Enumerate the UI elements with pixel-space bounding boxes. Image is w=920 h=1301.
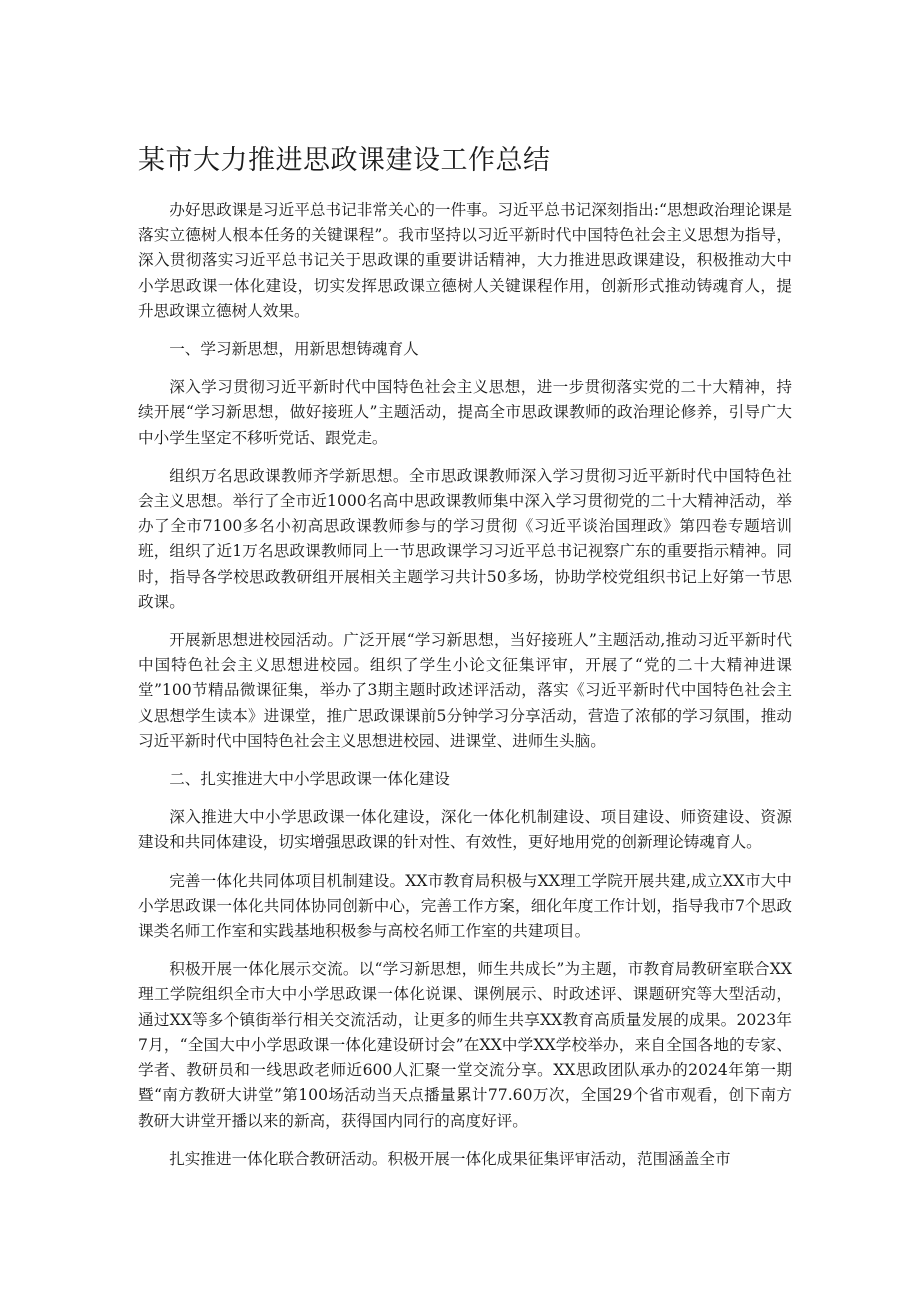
section-heading-1: 一、学习新思想，用新思想铸魂育人 [169,340,419,359]
paragraph: 开展新思想进校园活动。广泛开展“学习新思想，当好接班人”主题活动,推动习近平新时代中国特色社会主义思想进校园。组织了学生小论文征集评审，开展了“党的二十大精神进课堂”100节精品微课征集，举办了3期主题时政述评活动，落实《习近平新时代中国特色社会主义思想学生读本》进课堂，推广思政课课前5分钟学习分享活动，营造了浓郁的学习氛围，推动习近平新时代中国特色社会主义思想进校园、进课堂、进师生头脑。 [138,631,792,750]
paragraph: 组织万名思政课教师齐学新思想。全市思政课教师深入学习贯彻习近平新时代中国特色社会主义思想。举行了全市近1000名高中思政课教师集中深入学习贯彻党的二十大精神活动，举办了全市7100多名小初高思政课教师参与的学习贯彻《习近平谈治国理政》第四卷专题培训班，组织了近1万名思政课教师同上一节思政课学习习近平总书记视察广东的重要指示精神。同时，指导各学校思政教研组开展相关主题学习共计50多场，协助学校党组织书记上好第一节思政课。 [138,466,792,611]
paragraph: 深入推进大中小学思政课一体化建设，深化一体化机制建设、项目建设、师资建设、资源建设和共同体建设，切实增强思政课的针对性、有效性，更好地用党的创新理论铸魂育人。 [138,808,792,852]
section-heading-2: 二、扎实推进大中小学思政课一体化建设 [169,770,450,789]
paragraph-intro: 办好思政课是习近平总书记非常关心的一件事。习近平总书记深刻指出:“思想政治理论课是落实立德树人根本任务的关键课程”。我市坚持以习近平新时代中国特色社会主义思想为指导，深入贯彻落实习近平总书记关于思政课的重要讲话精神，大力推进思政课建设，积极推动大中小学思政课一体化建设，切实发挥思政课立德树人关键课程作用，创新形式推动铸魂育人，提升思政课立德树人效果。 [138,201,792,320]
document-body [138,198,792,1185]
paragraph-truncated: 扎实推进一体化联合教研活动。积极开展一体化成果征集评审活动，范围涵盖全市 [169,1149,731,1168]
paragraph: 积极开展一体化展示交流。以“学习新思想，师生共成长”为主题，市教育局教研室联合XX理工学院组织全市大中小学思政课一体化说课、课例展示、时政述评、课题研究等大型活动，通过XX等多个镇街举行相关交流活动，让更多的师生共享XX教育高质量发展的成果。2023年7月，“全国大中小学思政课一体化建设研讨会”在XX中学XX学校举办，来自全国各地的专家、学者、教研员和一线思政老师近600人汇聚一堂交流分享。XX思政团队承办的2024年第一期暨“南方教研大讲堂”第100场活动当天点播量累计77.60万次，全国29个省市观看，创下南方教研大讲堂开播以来的新高，获得国内同行的高度好评。 [138,960,792,1130]
document-title: 某市大力推进思政课建设工作总结 [138,145,551,176]
paragraph: 完善一体化共同体项目机制建设。XX市教育局积极与XX理工学院开展共建,成立XX市大中小学思政课一体化共同体协同创新中心，完善工作方案，细化年度工作计划，指导我市7个思政课类名师工作室和实践基地积极参与高校名师工作室的共建项目。 [138,871,792,941]
paragraph: 深入学习贯彻习近平新时代中国特色社会主义思想，进一步贯彻落实党的二十大精神，持续开展“学习新思想，做好接班人”主题活动，提高全市思政课教师的政治理论修养，引导广大中小学生坚定不移听党话、跟党走。 [138,378,792,447]
